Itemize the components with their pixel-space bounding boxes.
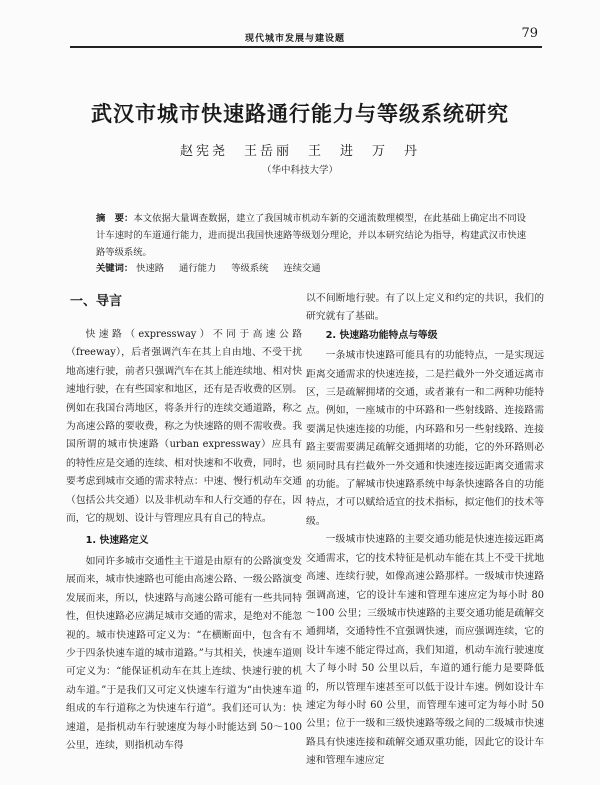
journal-name: 现代城市发展与建设题 <box>245 34 346 44</box>
page-number: 79 <box>521 26 538 41</box>
abstract <box>96 210 526 261</box>
author-list: 赵宪尧 王岳丽 王 进 万 丹 <box>179 144 420 159</box>
running-header <box>70 26 542 48</box>
keyword: 等级系统 <box>231 263 269 274</box>
left-column <box>66 290 302 755</box>
keyword: 快速路 <box>136 263 165 274</box>
paragraph: 一条城市快速路可能具有的功能特点，一是实现远距离交通需求的快速连接，二是拦截外一外交通远离市区，三是疏解拥堵的交通，或者兼有一和二两种功能特点。例如，一座城市的中环路和一些射线路、连接路需要满足快速连接的功能，内环路和另一些射线路、连接路主要需要满足疏解交通拥堵的功能，它的外环路则必须同时具有拦截外一外交通和快速连接远距离交通需求的功能。了解城市快速路系统中每条快速路各自的功能特点，才可以赋给适宜的技术指标，拟定他们的技术等级。 <box>306 350 544 527</box>
paragraph: 快速路（expressway）不同于高速公路（freeway），后者强调汽车在其上自由地、不受干扰地高速行驶，前者只强调汽车在其上能连续地、相对快速地行驶，在有些国家和地区，还有是否收费的区别。例如在我国台湾地区，将条并行的连续交通道路，称之为高速公路的要收费，称之为快速路的则不需收费。我国所谓的城市快速路（urban expressway）应具有的特性应是交通的连续、相对快速和不收费，同时，也要考虑到城市交通的需求特点：中速、慢行机动车交通（包括公共交通）以及非机动车和人行交通的存在，因而，它的规划、设计与管理应具有自己的特点。 <box>66 329 302 525</box>
abstract-label: 摘 要： <box>96 213 134 224</box>
paragraph: 一级城市快速路的主要交通功能是快速连接远距离交通需求，它的技术特征是机动车能在其上不受干扰地高速、连续行驶，如像高速公路那样。一级城市快速路强调高速，它的设计车速和管理车速应定为每小时 80～100 公里；三级城市快速路的主要交通功能是疏解交通拥堵，交通特性不宜强调快速，而应强调连续，它的设计车速不能定得过高，我们知道，机动车流行驶速度大了每小时 50 公里以后，车道的通行能力是要降低的，所以管理车速甚至可以低于设计车速。例如设计车速定为每小时 60 公里，而管理车速可定为每小时 50 公里；位于一级和三级快速路等级之间的二级城市快速路具有快速连接和疏解交通双重功能，因此它的设计车速和管理车速应定 <box>306 534 544 767</box>
paragraph: 如同许多城市交通性主干道是由原有的公路演变发展而来，城市快速路也可能由高速公路、一级公路演变发展而来，所以，快速路与高速公路可能有一些共同特性，但快速路必应满足城市交通的需求，是绝对不能忽视的。城市快速路可定义为：“在横断面中，包含有不少于四条快速车道的城市道路。”与其相关，快速车道则可定义为：“能保证机动车在其上连续、快速行驶的机动车道。”于是我们又可定义快速车行道为“由快速车道组成的车行道称之为快速车行道”。我们还可认为：快速道，是指机动车行驶速度为每小时能达到 50～100 公里，连续，则指机动车得 <box>66 555 302 751</box>
keyword: 连续交通 <box>283 263 321 274</box>
keywords <box>96 260 526 274</box>
section-heading: 一、导言 <box>70 294 123 309</box>
subsection-heading: 1. 快速路定义 <box>85 535 149 547</box>
keyword: 通行能力 <box>179 263 217 274</box>
subsection-heading: 2. 快速路功能特点与等级 <box>325 329 438 341</box>
affiliation: （华中科技大学） <box>261 165 338 176</box>
paper-title: 武汉市城市快速路通行能力与等级系统研究 <box>91 102 509 126</box>
paragraph-continued: 以不间断地行驶。有了以上定义和约定的共识，我们的研究就有了基础。 <box>306 293 544 323</box>
abstract-text: 本文依据大量调查数据，建立了我国城市机动车新的交通流数理模型，在此基础上确定出不同设计车速时的车道通行能力，进而提出我国快速路等级划分理论，并以本研究结论为指导，构建武汉市快速路等级系统。 <box>96 213 526 258</box>
right-column <box>306 290 544 771</box>
keywords-label: 关键词： <box>96 263 134 274</box>
